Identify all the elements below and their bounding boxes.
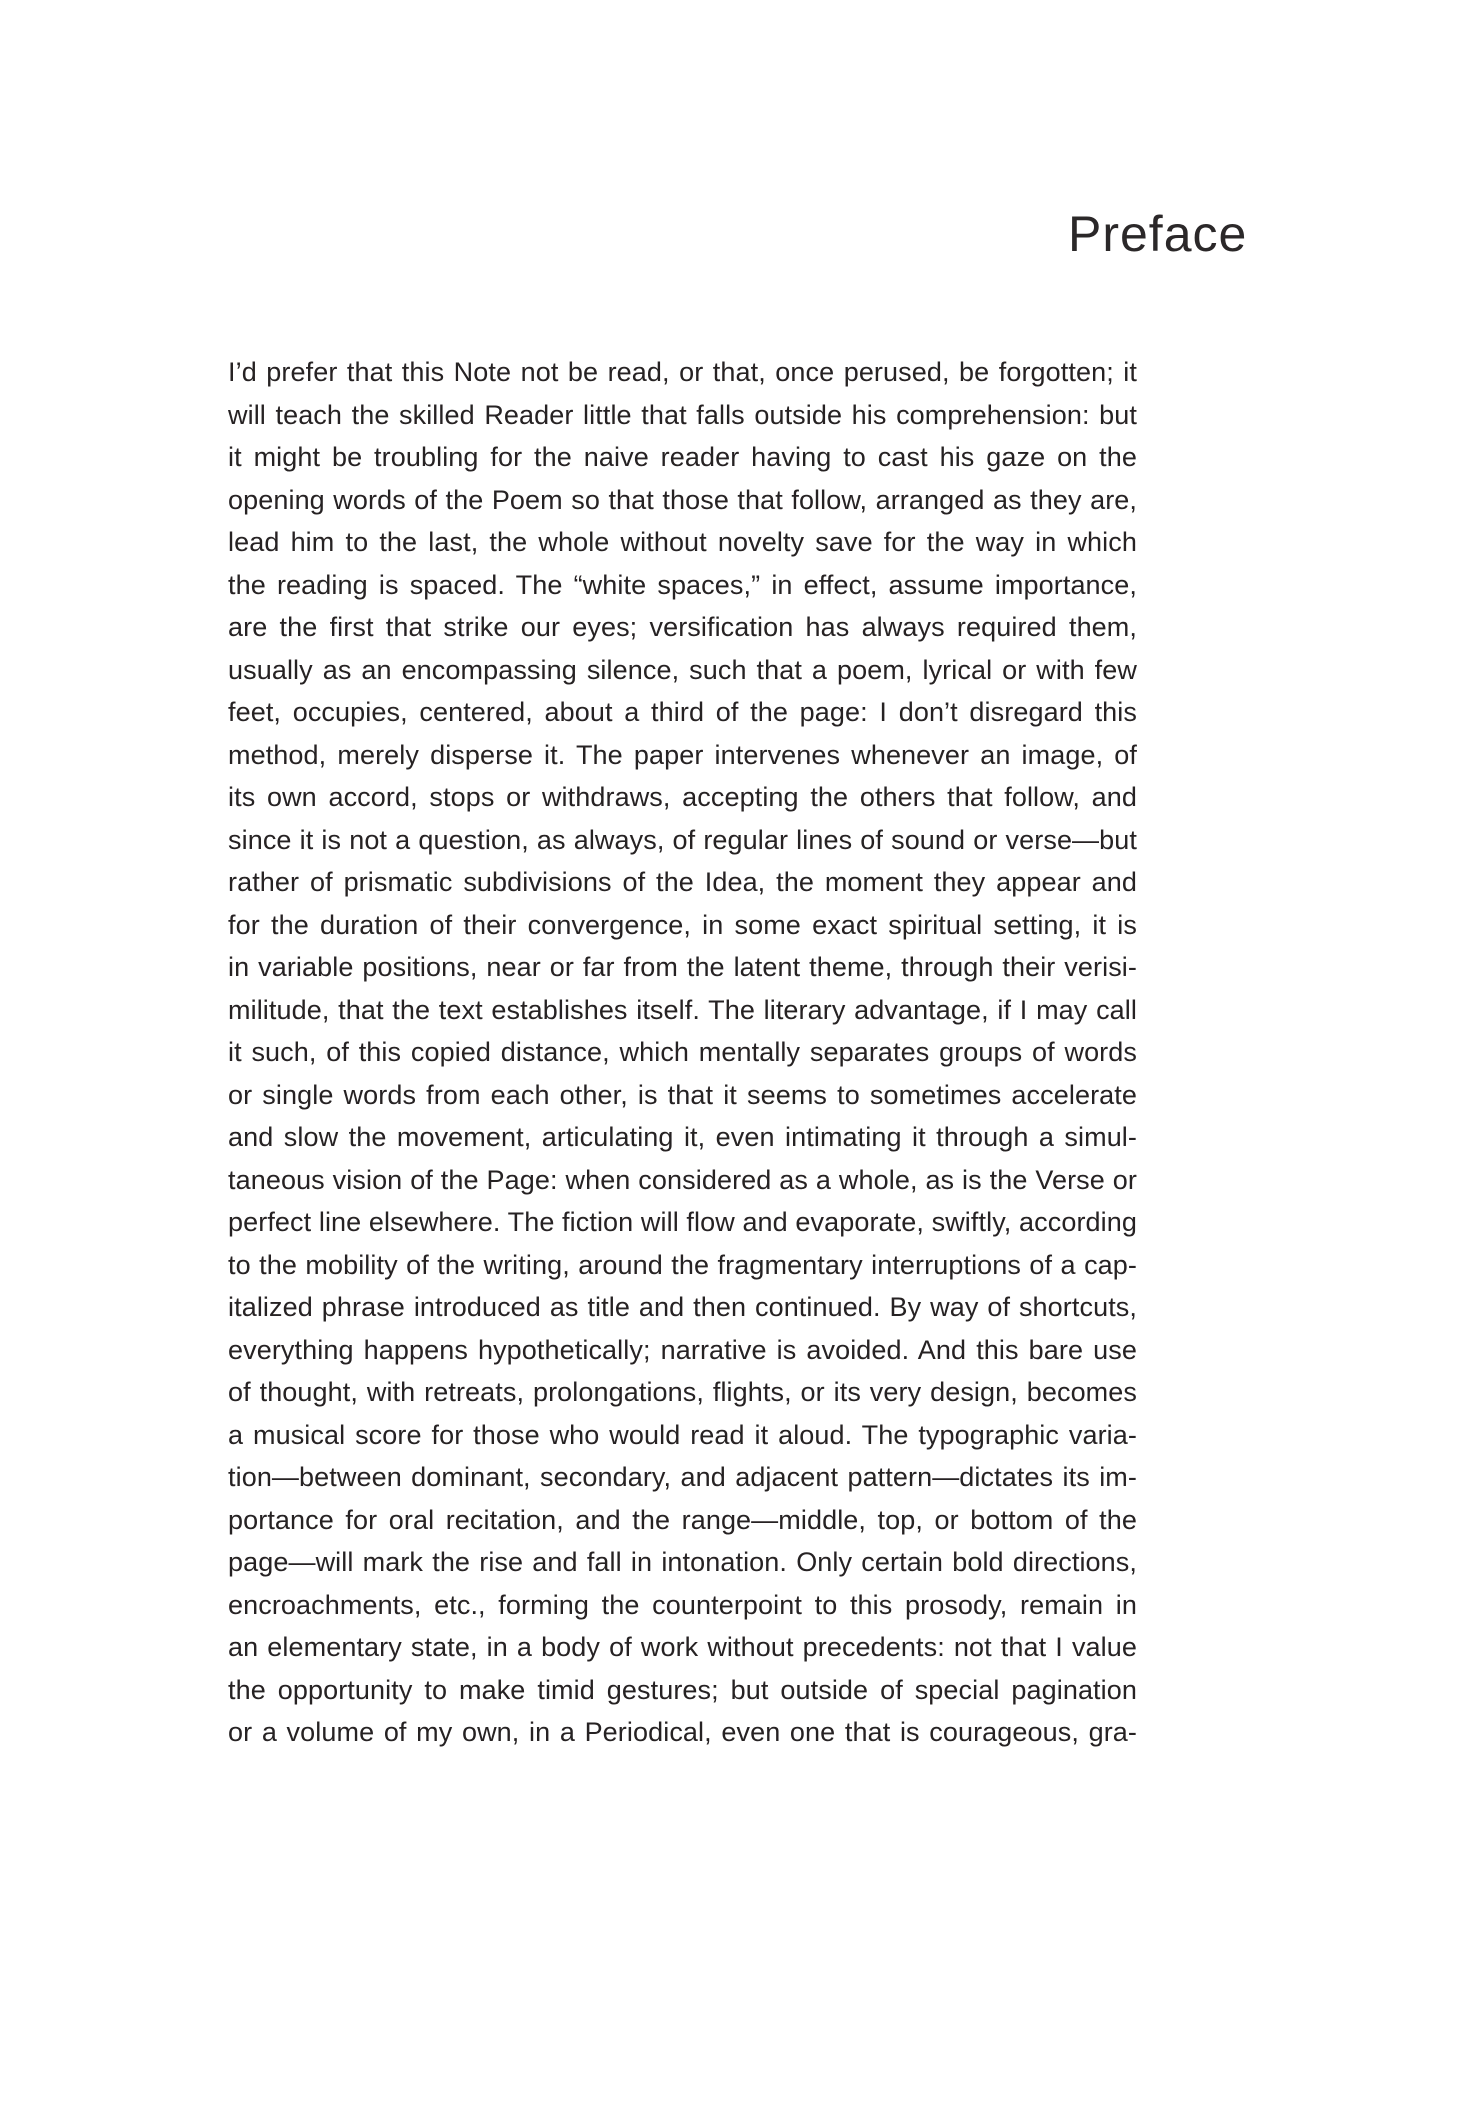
text-line: method, merely disperse it. The paper intervenes whenever an image, of — [228, 739, 1137, 770]
text-line: are the first that strike our eyes; versification has always required them, — [228, 612, 1137, 642]
text-line: and slow the movement, articulating it, even intimating it through a simul- — [228, 1122, 1137, 1152]
text-line: to the mobility of the writing, around the fragmentary interruptions of a cap- — [228, 1249, 1137, 1280]
text-line: of thought, with retreats, prolongations, flights, or its very design, becomes — [228, 1377, 1137, 1407]
text-line: usually as an encompassing silence, such that a poem, lyrical or with few — [228, 654, 1137, 685]
page-title: Preface — [1068, 206, 1248, 262]
text-line: the opportunity to make timid gestures; but outside of special pagination — [228, 1674, 1137, 1705]
text-line: in variable positions, near or far from the latent theme, through their verisi- — [228, 952, 1137, 982]
text-line: for the duration of their convergence, in some exact spiritual setting, it is — [228, 909, 1137, 940]
text-line: feet, occupies, centered, about a third of the page: I don’t disregard this — [228, 697, 1137, 727]
text-line: the reading is spaced. The “white spaces,” in effect, assume importance, — [228, 569, 1137, 600]
text-line: its own accord, stops or withdraws, accepting the others that follow, and — [228, 782, 1137, 812]
text-line: lead him to the last, the whole without novelty save for the way in which — [228, 527, 1137, 557]
text-line: perfect line elsewhere. The fiction will flow and evaporate, swiftly, according — [228, 1207, 1137, 1237]
text-line: taneous vision of the Page: when considered as a whole, as is the Verse or — [228, 1164, 1137, 1195]
text-line: militude, that the text establishes itself. The literary advantage, if I may call — [228, 994, 1137, 1025]
preface-paragraph — [228, 351, 1137, 1754]
text-line: opening words of the Poem so that those that follow, arranged as they are, — [228, 484, 1137, 515]
text-line: a musical score for those who would read it aloud. The typographic varia- — [228, 1419, 1137, 1450]
text-line: tion—between dominant, secondary, and adjacent pattern—dictates its im- — [228, 1462, 1137, 1492]
text-line: italized phrase introduced as title and then continued. By way of shortcuts, — [228, 1292, 1137, 1322]
text-line: rather of prismatic subdivisions of the Idea, the moment they appear and — [228, 867, 1137, 897]
text-line: encroachments, etc., forming the counterpoint to this prosody, remain in — [228, 1589, 1137, 1620]
text-line: I’d prefer that this Note not be read, or that, once perused, be forgotten; it — [228, 357, 1137, 387]
text-line: it might be troubling for the naive reader having to cast his gaze on the — [228, 442, 1137, 472]
text-line: or single words from each other, is that it seems to sometimes accelerate — [228, 1079, 1137, 1110]
text-line: an elementary state, in a body of work without precedents: not that I value — [228, 1632, 1137, 1662]
text-line: everything happens hypothetically; narrative is avoided. And this bare use — [228, 1334, 1137, 1365]
text-line: it such, of this copied distance, which mentally separates groups of words — [228, 1037, 1137, 1067]
text-line: will teach the skilled Reader little that falls outside his comprehension: but — [228, 399, 1137, 430]
text-line: or a volume of my own, in a Periodical, even one that is courageous, gra- — [228, 1717, 1137, 1747]
text-line: page—will mark the rise and fall in intonation. Only certain bold directions, — [228, 1547, 1137, 1577]
text-line: since it is not a question, as always, of regular lines of sound or verse—but — [228, 824, 1137, 855]
text-line: portance for oral recitation, and the range—middle, top, or bottom of the — [228, 1504, 1137, 1535]
